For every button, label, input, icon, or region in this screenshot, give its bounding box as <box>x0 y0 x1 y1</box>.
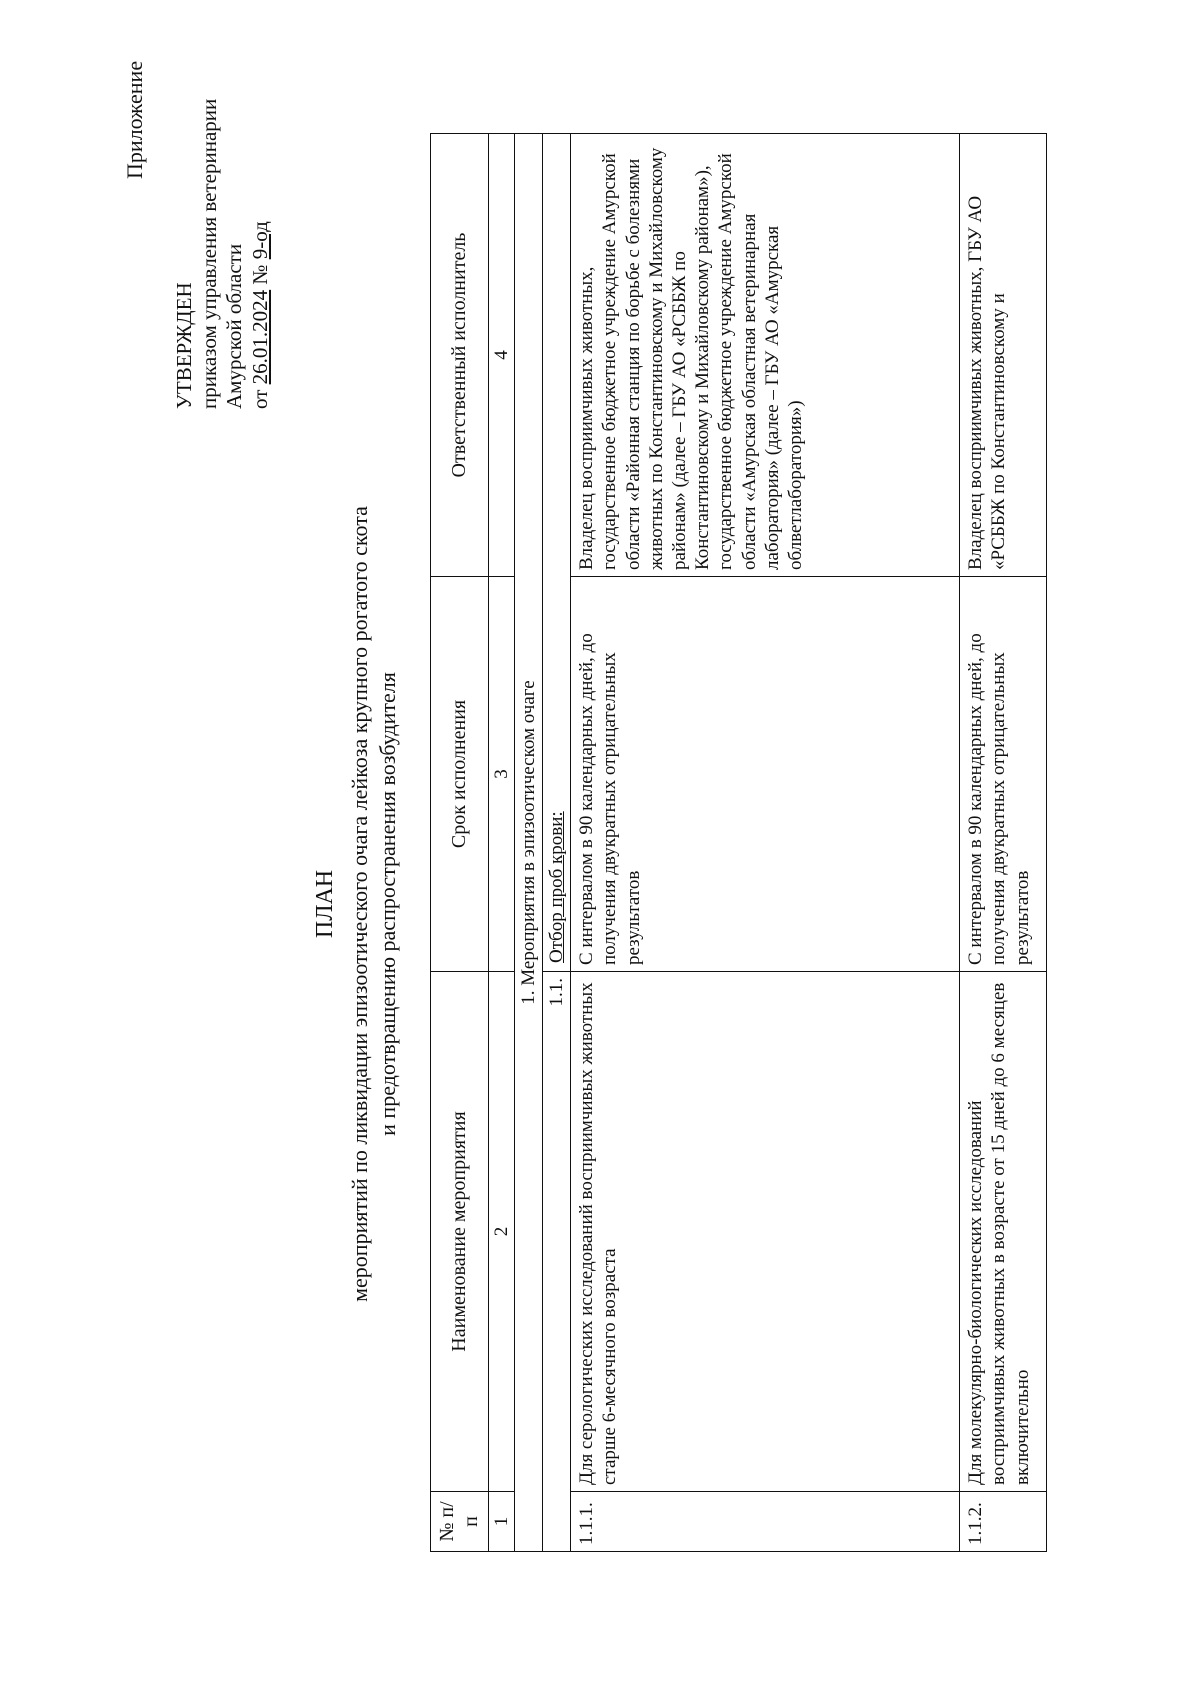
row-term: С интервалом в 90 календарных дней, до получения двукратных отрицательных результатов <box>960 577 1047 972</box>
table-row <box>571 134 960 1552</box>
table-header-row <box>431 134 489 1552</box>
plan-subtitle-line-1: мероприятий по ликвидации эпизоотического очага лейкоза крупного рогатого скота <box>347 506 372 1302</box>
approval-heading: УТВЕРЖДЕН <box>172 282 196 409</box>
document-title <box>310 354 401 1454</box>
section-title: 1. Мероприятия в эпизоотическом очаге <box>514 134 542 1552</box>
table-row <box>960 134 1047 1552</box>
column-number-2: 2 <box>488 972 514 1492</box>
column-number-3: 3 <box>488 577 514 972</box>
plan-heading: ПЛАН <box>312 869 338 939</box>
column-number-row <box>488 134 514 1552</box>
approval-number-prefix: № <box>247 259 272 290</box>
plan-table <box>430 133 1047 1552</box>
plan-subtitle-line-2: и предотвращению распространения возбудителя <box>374 672 400 1136</box>
row-number: 1.1.2. <box>960 1492 1047 1552</box>
approval-date: 26.01.2024 <box>247 289 272 385</box>
row-executor: Владелец восприимчивых животных, ГБУ АО «РСББЖ по Константиновскому и <box>960 134 1047 577</box>
approval-number: 9-од <box>247 221 272 260</box>
row-executor: Владелец восприимчивых животных, государственное бюджетное учреждение Амурской области «Районная станция по борьбе с болезнями животных по Константиновскому и Михайловскому районам» (далее – ГБУ АО «РСББЖ по Константиновскому и Михайловскому районам»), государственное бюджетное учреждение Амурской области «Амурская областная ветеринарная лаборатория» (далее – ГБУ АО «Амурская облветлаборатория») <box>571 134 960 577</box>
column-number-1: 1 <box>488 1492 514 1552</box>
approval-date-line <box>248 29 273 409</box>
row-number: 1.1.1. <box>571 1492 960 1552</box>
approval-block <box>172 29 273 409</box>
column-number-4: 4 <box>488 134 514 577</box>
approval-region-line: Амурской области <box>222 243 247 409</box>
header-term: Срок исполнения <box>431 577 489 972</box>
row-activity: Для молекулярно-биологических исследований восприимчивых животных в возрасте от 15 дней до 6 месяцев включительно <box>960 972 1047 1492</box>
header-activity: Наименование мероприятия <box>431 972 489 1492</box>
row-term: С интервалом в 90 календарных дней, до получения двукратных отрицательных результатов <box>571 577 960 972</box>
section-row <box>514 134 542 1552</box>
approval-date-prefix: от <box>247 384 272 409</box>
subsection-number: 1.1. <box>543 972 571 1552</box>
subsection-row <box>543 134 571 1552</box>
subsection-title: Отбор проб крови: <box>546 811 568 963</box>
header-executor: Ответственный исполнитель <box>431 134 489 577</box>
header-number: № п/п <box>431 1492 489 1552</box>
appendix-label: Приложение <box>122 60 147 179</box>
approval-order-line: приказом управления ветеринарии <box>197 98 222 409</box>
row-activity: Для серологических исследований восприимчивых животных старше 6-месячного возраста <box>571 972 960 1492</box>
